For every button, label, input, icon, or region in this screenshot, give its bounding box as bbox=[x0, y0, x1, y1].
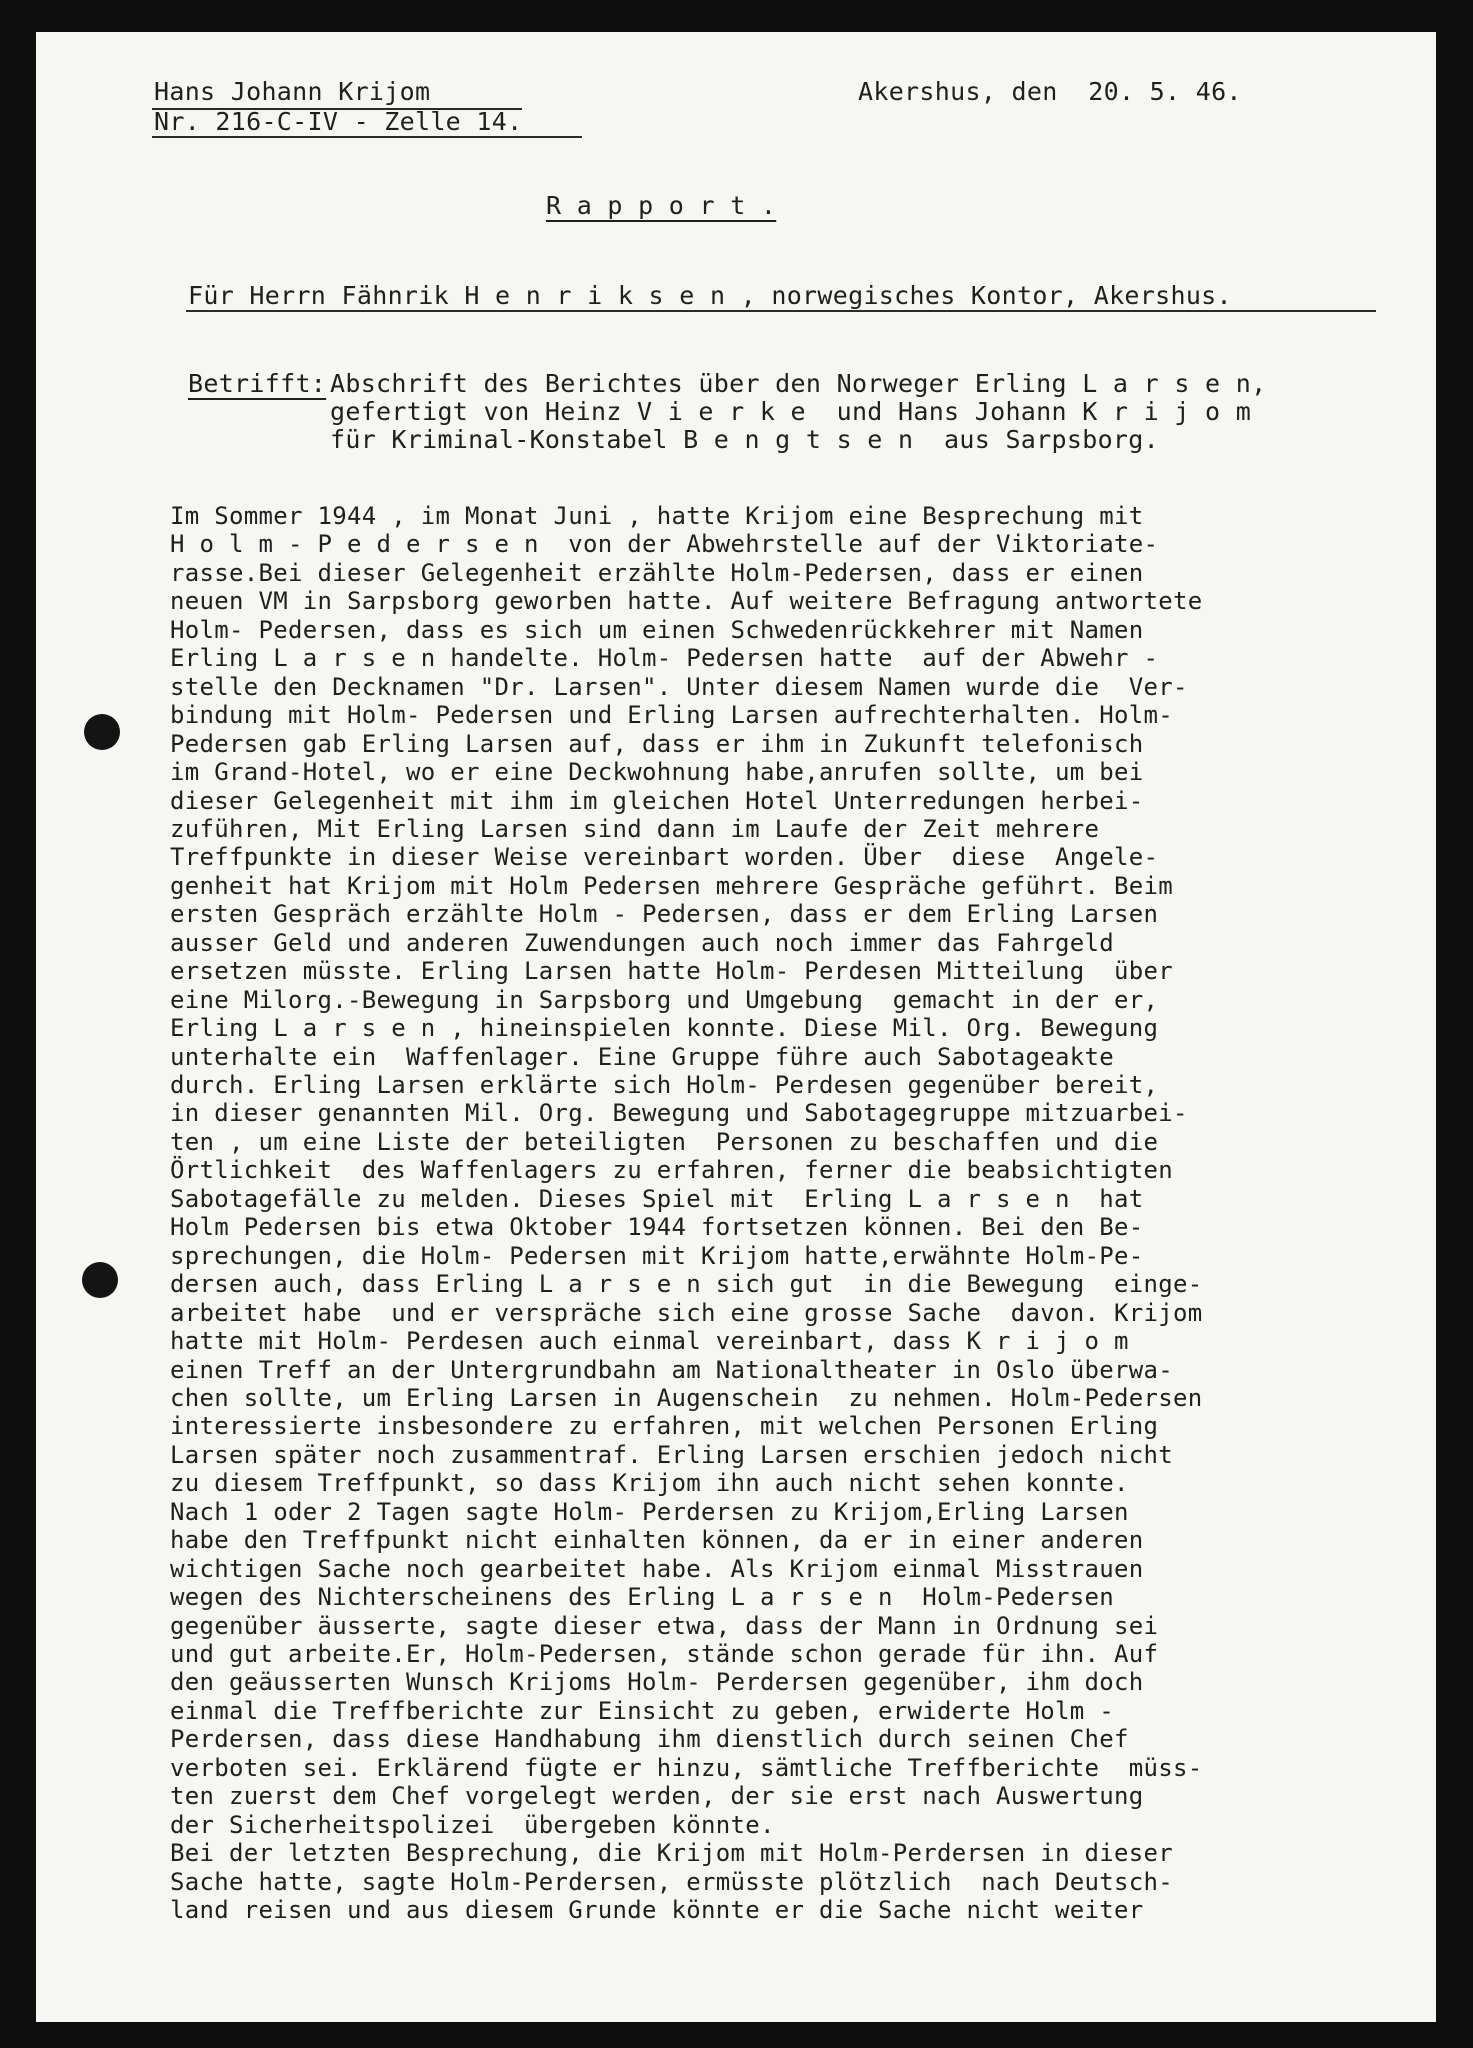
punch-hole bbox=[82, 1262, 118, 1298]
body-line: zu diesem Treffpunkt, so dass Krijom ihn auch nicht sehen konnte. bbox=[170, 1469, 1129, 1498]
body-line: Holm Pedersen bis etwa Oktober 1944 fortsetzen können. Bei den Be- bbox=[170, 1213, 1144, 1242]
body-line: Erling L a r s e n handelte. Holm- Pedersen hatte auf der Abwehr - bbox=[170, 644, 1159, 673]
body-line: durch. Erling Larsen erklärte sich Holm- Perdesen gegenüber bereit, bbox=[170, 1071, 1159, 1099]
body-line: Erling L a r s e n , hineinspielen konnte. Diese Mil. Org. Bewegung bbox=[170, 1014, 1159, 1043]
body-line: Sabotagefälle zu melden. Dieses Spiel mit Erling L a r s e n hat bbox=[170, 1184, 1144, 1213]
punch-hole bbox=[84, 714, 120, 750]
body-line: gegenüber äusserte, sagte dieser etwa, dass der Mann in Ordnung sei bbox=[170, 1611, 1159, 1640]
header-name: Hans Johann Krijom bbox=[154, 77, 431, 106]
subject-line: für Kriminal-Konstabel B e n g t s e n aus Sarpsborg. bbox=[330, 425, 1159, 454]
body-line: Perdersen, dass diese Handhabung ihm dienstlich durch seinen Chef bbox=[170, 1725, 1129, 1754]
report-title: R a p p o r t . bbox=[546, 191, 777, 220]
body-line: der Sicherheitspolizei übergeben könnte. bbox=[170, 1810, 775, 1839]
body-line: unterhalte ein Waffenlager. Eine Gruppe führe auch Sabotageakte bbox=[170, 1042, 1114, 1071]
body-line: bindung mit Holm- Pedersen und Erling Larsen aufrechterhalten. Holm- bbox=[170, 701, 1173, 730]
body-line: ten , um eine Liste der beteiligten Personen zu beschaffen und die bbox=[170, 1127, 1159, 1156]
body-line: hatte mit Holm- Perdesen auch einmal vereinbart, dass K r i j o m bbox=[170, 1327, 1129, 1356]
body-line: Larsen später noch zusammentraf. Erling Larsen erschien jedoch nicht bbox=[170, 1440, 1173, 1469]
body-line: stelle den Decknamen "Dr. Larsen". Unter diesem Namen wurde die Ver- bbox=[170, 672, 1188, 701]
body-line: neuen VM in Sarpsborg geworben hatte. Auf weitere Befragung antwortete bbox=[170, 587, 1203, 616]
body-line: wichtigen Sache noch gearbeitet habe. Als Krijom einmal Misstrauen bbox=[170, 1554, 1144, 1583]
body-line: interessierte insbesondere zu erfahren, mit welchen Personen Erling bbox=[170, 1412, 1159, 1441]
body-line: Nach 1 oder 2 Tagen sagte Holm- Perdersen zu Krijom,Erling Larsen bbox=[170, 1497, 1129, 1526]
body-line: Pedersen gab Erling Larsen auf, dass er ihm in Zukunft telefonisch bbox=[170, 729, 1144, 758]
body-line: genheit hat Krijom mit Holm Pedersen mehrere Gespräche geführt. Beim bbox=[170, 871, 1173, 900]
body-line: ausser Geld und anderen Zuwendungen auch noch immer das Fahrgeld bbox=[170, 928, 1114, 957]
body-line: rasse.Bei dieser Gelegenheit erzählte Holm-Pedersen, dass er einen bbox=[170, 558, 1144, 587]
subject-line: Abschrift des Berichtes über den Norweger Erling L a r s e n, bbox=[330, 369, 1267, 398]
body-line: im Grand-Hotel, wo er eine Deckwohnung habe,anrufen sollte, um bei bbox=[170, 758, 1144, 787]
header-rule bbox=[152, 136, 582, 138]
body-line: eine Milorg.-Bewegung in Sarpsborg und Umgebung gemacht in der er, bbox=[170, 985, 1159, 1014]
body-line: einen Treff an der Untergrundbahn am Nationaltheater in Oslo überwa- bbox=[170, 1355, 1173, 1384]
body-line: chen sollte, um Erling Larsen in Augenschein zu nehmen. Holm-Pedersen bbox=[170, 1383, 1203, 1412]
recipient-rule bbox=[186, 310, 1376, 312]
body-line: arbeitet habe und er verspräche sich eine grosse Sache davon. Krijom bbox=[170, 1298, 1203, 1327]
body-line: habe den Treffpunkt nicht einhalten können, da er in einer anderen bbox=[170, 1526, 1144, 1555]
header-place-date: Akershus, den 20. 5. 46. bbox=[858, 77, 1242, 106]
body-line: zuführen, Mit Erling Larsen sind dann im Laufe der Zeit mehrere bbox=[170, 814, 1100, 843]
recipient-line: Für Herrn Fähnrik H e n r i k s e n , norwegisches Kontor, Akershus. bbox=[188, 281, 1232, 310]
body-line: ersetzen müsste. Erling Larsen hatte Holm- Perdesen Mitteilung über bbox=[170, 957, 1173, 986]
body-line: ersten Gespräch erzählte Holm - Pedersen, dass er dem Erling Larsen bbox=[170, 900, 1159, 929]
body-line: den geäusserten Wunsch Krijoms Holm- Perdersen gegenüber, ihm doch bbox=[170, 1668, 1144, 1697]
body-line: dieser Gelegenheit mit ihm im gleichen Hotel Unterredungen herbei- bbox=[170, 786, 1144, 815]
body-line: Treffpunkte in dieser Weise vereinbart worden. Über diese Angele- bbox=[170, 843, 1159, 872]
body-line: dersen auch, dass Erling L a r s e n sich gut in die Bewegung einge- bbox=[170, 1270, 1203, 1299]
body-line: sprechungen, die Holm- Pedersen mit Krijom hatte,erwähnte Holm-Pe- bbox=[170, 1241, 1144, 1270]
body-line: in dieser genannten Mil. Org. Bewegung und Sabotagegruppe mitzuarbei- bbox=[170, 1099, 1188, 1128]
body-line: Sache hatte, sagte Holm-Perdersen, ermüsste plötzlich nach Deutsch- bbox=[170, 1867, 1173, 1896]
body-line: H o l m - P e d e r s e n von der Abwehrstelle auf der Viktoriate- bbox=[170, 530, 1159, 559]
body-line: wegen des Nichterscheinens des Erling L a r s e n Holm-Pedersen bbox=[170, 1583, 1114, 1612]
body-line: verboten sei. Erklärend fügte er hinzu, sämtliche Treffberichte müss- bbox=[170, 1753, 1203, 1782]
header-cell: Nr. 216-C-IV - Zelle 14. bbox=[154, 107, 523, 136]
subject-label: Betrifft: bbox=[188, 369, 327, 398]
document-page bbox=[36, 32, 1436, 2022]
body-line: Bei der letzten Besprechung, die Krijom mit Holm-Perdersen in dieser bbox=[170, 1839, 1173, 1868]
body-line: ten zuerst dem Chef vorgelegt werden, der sie erst nach Auswertung bbox=[170, 1782, 1144, 1811]
subject-line: gefertigt von Heinz V i e r k e und Hans Johann K r i j o m bbox=[330, 397, 1252, 426]
body-line: Holm- Pedersen, dass es sich um einen Schwedenrückkehrer mit Namen bbox=[170, 615, 1144, 644]
body-line: und gut arbeite.Er, Holm-Pedersen, stände schon gerade für ihn. Auf bbox=[170, 1640, 1159, 1668]
body-line: Örtlichkeit des Waffenlagers zu erfahren, ferner die beabsichtigten bbox=[170, 1156, 1173, 1185]
body-line: land reisen und aus diesem Grunde könnte er die Sache nicht weiter bbox=[170, 1896, 1144, 1925]
body-line: Im Sommer 1944 , im Monat Juni , hatte Krijom eine Besprechung mit bbox=[170, 502, 1144, 530]
body-line: einmal die Treffberichte zur Einsicht zu geben, erwiderte Holm - bbox=[170, 1696, 1114, 1725]
